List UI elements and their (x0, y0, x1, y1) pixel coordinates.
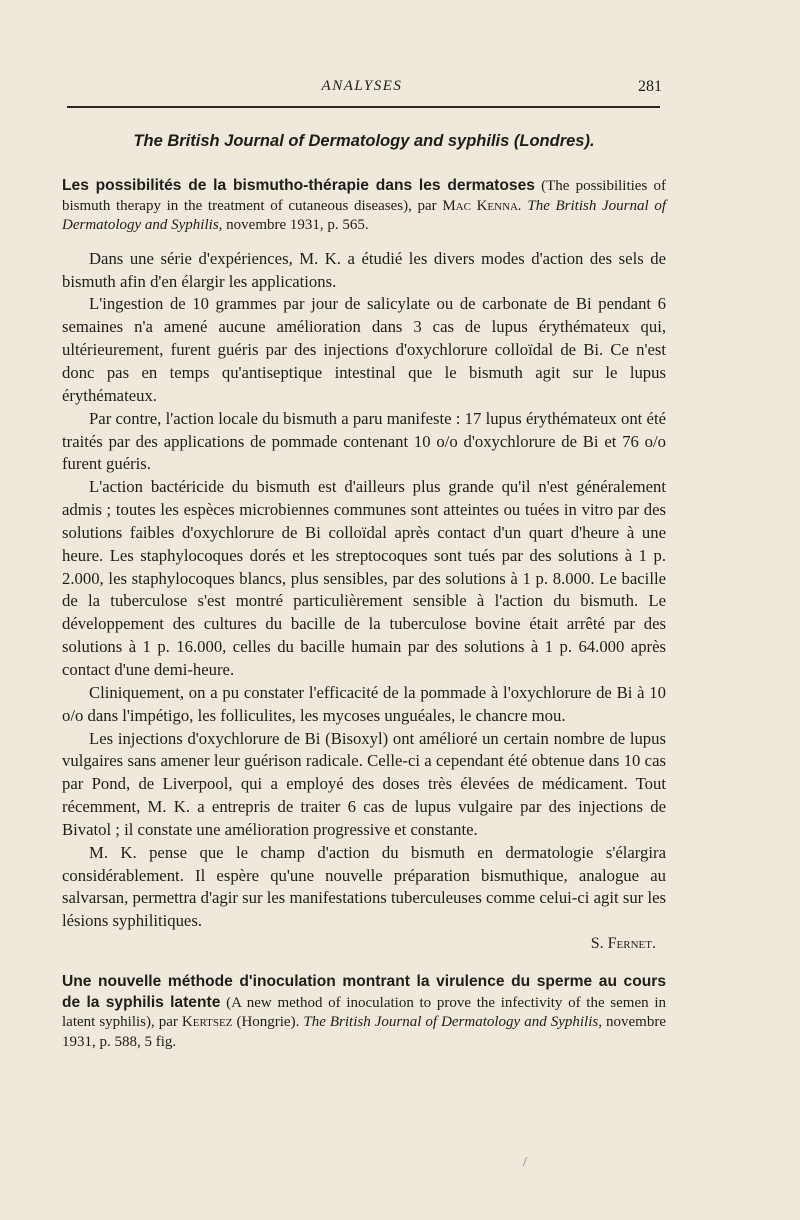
article-2-title: Une nouvelle méthode d'inoculation montrant la virulence du sperme au cours de la syphilis latente (62, 973, 666, 1011)
journal-section-title: The British Journal of Dermatology and syphilis (Londres). (133, 132, 595, 150)
article-1-title: Les possibilités de la bismutho-thérapie dans les dermatoses (62, 177, 535, 194)
article-1-author: Mac Kenna (442, 197, 518, 214)
running-head: ANALYSES (321, 78, 403, 94)
paragraph: Cliniquement, on a pu constater l'efficacité de la pommade à l'oxychlorure de Bi à 10 o/o dans l'impétigo, les folliculites, les mycoses unguéales, le chancre mou. (62, 682, 666, 725)
article-1-journal: . The British Journal of Dermatology and Syphilis, (62, 197, 666, 234)
article-2-author: Kertsez (181, 1014, 233, 1031)
paragraph: M. K. pense que le champ d'action du bismuth en dermatologie s'élargira considérablement. Il espère qu'une nouvelle préparation bismuthique, analogue au salvarsan, permettra d'agir sur les manifestations tuberculeuses comme celui-ci agit sur les lésions syphilitiques. (62, 842, 666, 931)
signature-text: S. Fernet. (590, 935, 656, 953)
page-number: 281 (638, 78, 662, 95)
article-2-english-title: (A new method of inoculation to prove the infectivity of the semen in latent syphilis), par (62, 994, 666, 1031)
article-2-journal: The British Journal of Dermatology and Syphilis, (303, 1014, 602, 1031)
article-1-english-title: (The possibilities of bismuth therapy in the treatment of cutaneous diseases), par (62, 178, 666, 214)
stray-mark: / (523, 1155, 527, 1170)
paragraph: Dans une série d'expériences, M. K. a étudié les divers modes d'action des sels de bismuth afin d'en élargir les applications. (62, 248, 666, 291)
article-1-heading (62, 176, 666, 236)
article-1-date: novembre 1931, p. 565. (222, 217, 369, 234)
header-rule (67, 106, 660, 108)
paragraph: Les injections d'oxychlorure de Bi (Bisoxyl) ont amélioré un certain nombre de lupus vulgaires sans amener leur guérison radicale. Celle-ci a cependant été obtenue dans 10 cas par Pond, de Liverpool, qui a employé des doses très élevées de médicament. Tout récemment, M. K. a entrepris de traiter 6 cas de lupus vulgaire par des injections de Bivatol ; il constate une amélioration progressive et constante. (62, 728, 666, 839)
article-2-country: (Hongrie). (232, 1014, 304, 1031)
paragraph: L'action bactéricide du bismuth est d'ailleurs plus grande qu'il n'est généralement admis ; toutes les espèces microbiennes communes sont atteintes ou tuées in vitro par des solutions faibles d'oxychlorure de Bi colloïdal après contact d'un quart d'heure à une heure. Les staphylocoques dorés et les streptocoques sont tués par des solutions à 1 p. 2.000, les staphylocoques blancs, plus sensibles, par des solutions à 1 p. 8.000. Le bacille de la tuberculose s'est montré particulièrement sensible à l'action du bismuth. Le développement des cultures du bacille de la tuberculose bovine était arrêté par des solutions à 1 p. 16.000, celles du bacille humain par des solutions à 1 p. 64.000 après contact d'une demi-heure. (62, 477, 666, 679)
reviewer-signature (62, 933, 666, 955)
article-2-heading (62, 972, 666, 1052)
paragraph: Par contre, l'action locale du bismuth a paru manifeste : 17 lupus érythémateux ont été traités par des applications de pommade contenant 10 o/o d'oxychlorure de Bi et 76 o/o furent guéris. (62, 408, 666, 474)
article-1-body (62, 248, 666, 933)
page-header (62, 78, 662, 100)
article-2-date: novembre 1931, p. 588, 5 fig. (62, 1014, 666, 1050)
paragraph: L'ingestion de 10 grammes par jour de salicylate ou de carbonate de Bi pendant 6 semaines n'a amené aucune amélioration dans 3 cas de lupus érythémateux qui, ultérieurement, furent guéris par des injections d'oxychlorure colloïdal de Bi. Ce n'est donc pas en temps qu'antiseptique intestinal que le bismuth agit sur le lupus érythémateux. (62, 294, 666, 405)
page-content (62, 130, 666, 1064)
